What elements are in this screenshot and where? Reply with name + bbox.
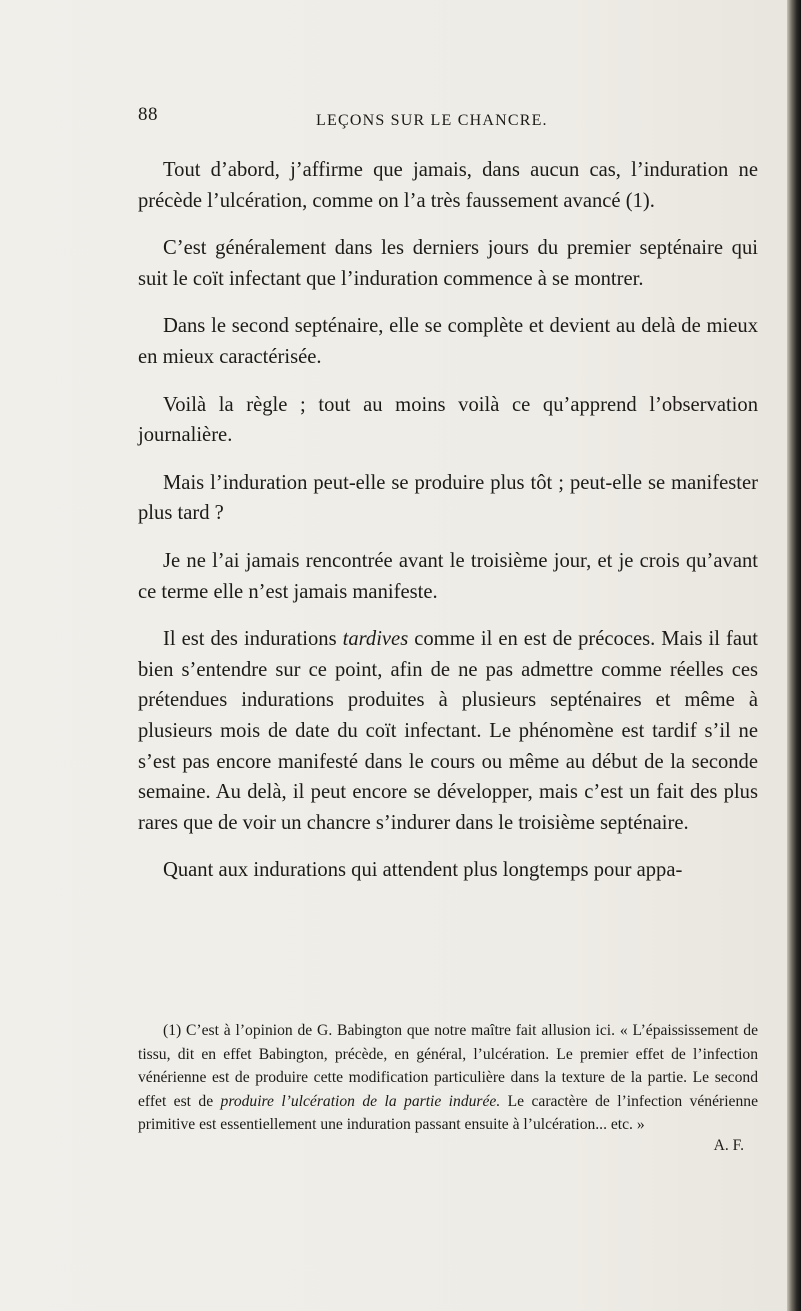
page-header [0, 104, 801, 134]
paragraph-2: C’est généralement dans les derniers jours du premier septénaire qui suit le coït infectant que l’induration commence à se montrer. [138, 237, 758, 290]
paragraph-7 [138, 624, 758, 838]
footnote-text-end: Le caractère de l’infection vénérienne primitive est essentiellement une induration passant ensuite à l’ulcération... etc. » [138, 1092, 758, 1133]
italic-term-tardives: tardives [342, 628, 409, 651]
footnote-signature: A. F. [713, 1136, 744, 1154]
paragraph-5: Mais l’induration peut-elle se produire plus tôt ; peut-elle se manifester plus tard ? [138, 471, 758, 525]
paragraph-7-text-start: Il est des indurations [163, 628, 343, 651]
footnote-1 [138, 1019, 758, 1137]
paragraph-8: Quant aux indurations qui attendent plus longtemps pour appa- [163, 859, 683, 882]
paragraph-6: Je ne l’ai jamais rencontrée avant le troisième jour, et je crois qu’avant ce terme elle n’est jamais manifeste. [138, 549, 758, 603]
paragraph-1: Tout d’abord, j’affirme que jamais, dans aucun cas, l’induration ne précède l’ulcération, comme on l’a très faussement avancé (1). [138, 159, 758, 212]
page-number: 88 [138, 104, 158, 125]
paragraph-4: Voilà la règle ; tout au moins voilà ce qu’apprend l’observation journalière. [138, 393, 758, 447]
running-head: LEÇONS SUR LE CHANCRE. [316, 112, 548, 129]
paragraph-3: Dans le second septénaire, elle se complète et devient au delà de mieux en mieux caractérisée. [138, 315, 758, 368]
book-binding-edge [787, 0, 801, 1311]
body-text [138, 155, 758, 886]
footnote-italic-quote: produire l’ulcération de la partie indurée. [220, 1092, 501, 1110]
footnote-text-start: (1) C’est à l’opinion de G. Babington que notre maître fait allusion ici. « L’épaississement de tissu, dit en effet Babington, précède, en général, l’ulcération. Le premier effet de l’infection vénérienne est de produire cette modification particulière dans la texture de la partie. Le second effet est de [138, 1022, 758, 1110]
paragraph-7-text-end: comme il en est de précoces. Mais il faut bien s’entendre sur ce point, afin de ne pas admettre comme réelles ces prétendues indurations produites à plusieurs septénaires et même à plusieurs mois de date du coït infectant. Le phénomène est tardif s’il ne s’est pas encore manifesté dans le cours ou même au début de la seconde semaine. Au delà, il peut encore se développer, mais c’est un fait des plus rares que de voir un chancre s’indurer dans le troisième septénaire. [138, 628, 758, 834]
footnote-block [138, 1019, 758, 1157]
